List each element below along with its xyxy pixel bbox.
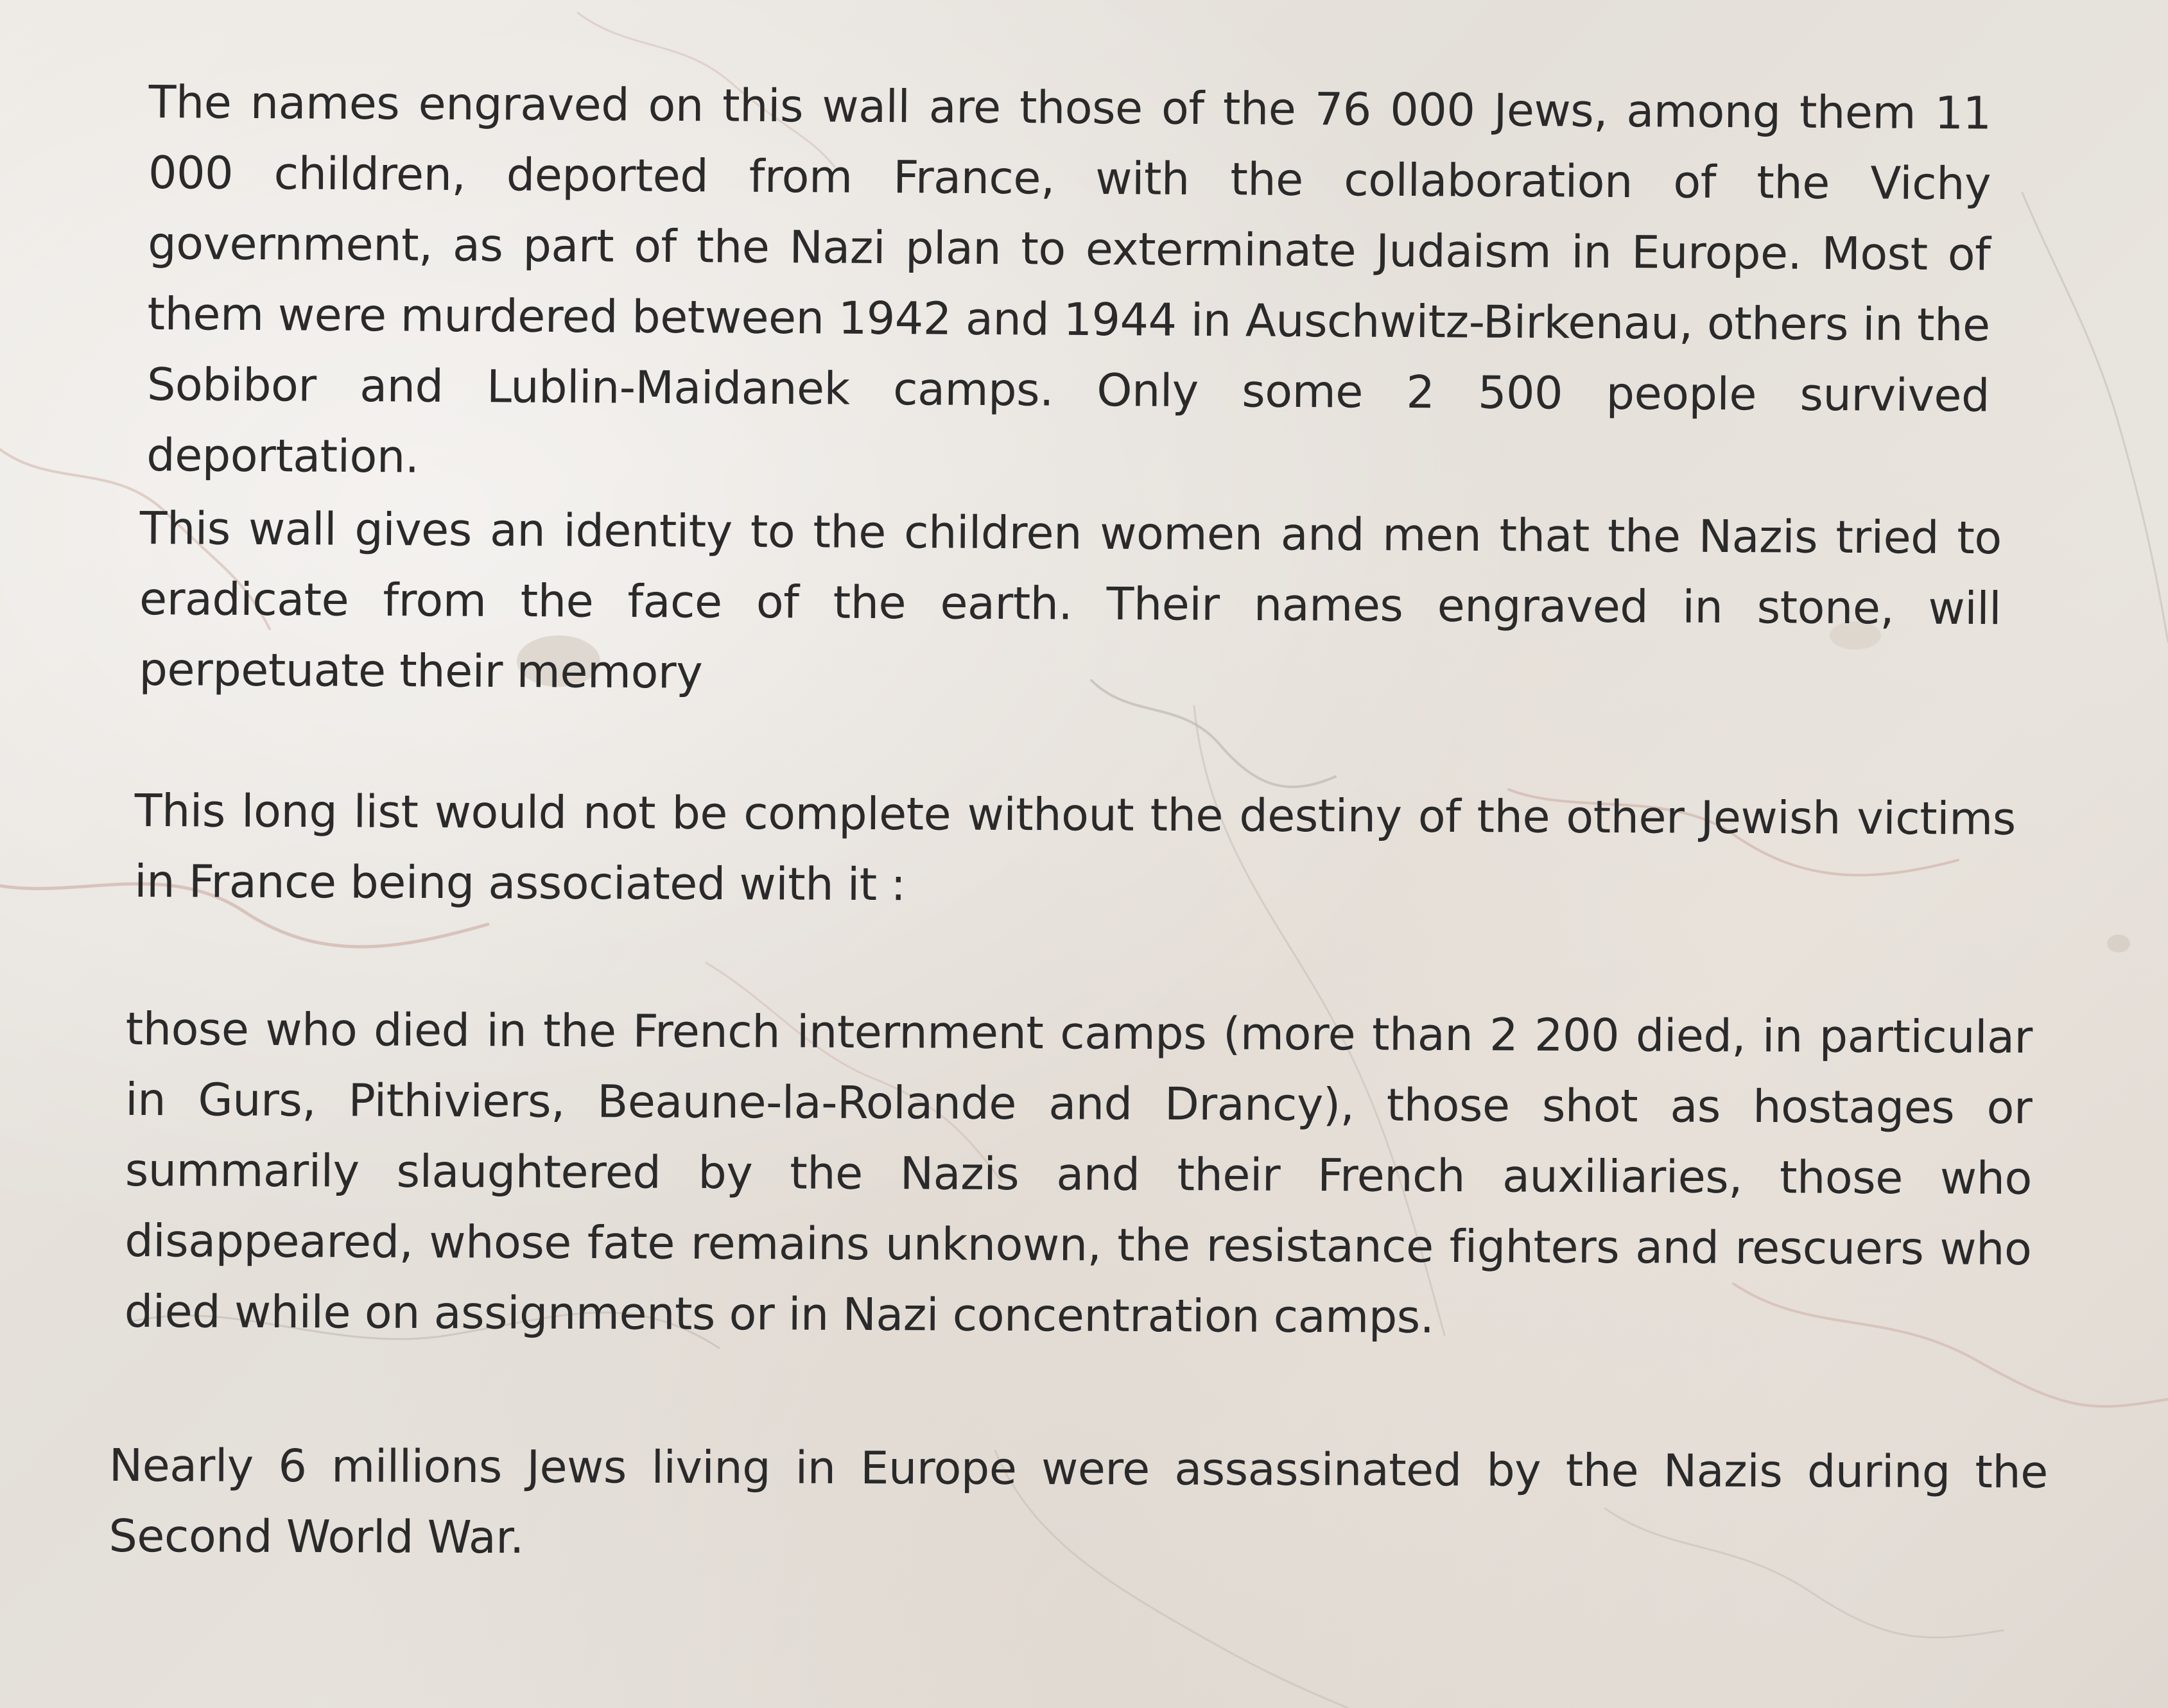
paragraph-identity: This wall gives an identity to the children women and men that the Nazis tried to eradicate from the face of the earth. Their names engraved in stone, will perpetuate their memory [139, 501, 2002, 699]
paragraph-deportation: The names engraved on this wall are those of the 76 000 Jews, among them 11 000 children, deported from France, with the collaboration of the Vichy government, as part of the Nazi plan to exterminate Judaism in Europe. Most of them were murdered between 1942 and 1944 in Auschwitz-Birkenau, others in the Sobibor and Lublin-Maidanek camps. Only some 2 500 people survived deportation. [146, 75, 1991, 483]
paragraph-six-millions: Nearly 6 millions Jews living in Europe were assassinated by the Nazis during the Second World War. [108, 1439, 2048, 1564]
paragraph-long-list: This long list would not be complete without the destiny of the other Jewish victims in France being associated with it : [134, 784, 2016, 911]
paragraph-other-victims: those who died in the French internment camps (more than 2 200 died, in particular in Gurs, Pithiviers, Beaune-la-Rolande and Drancy), those shot as hostages or summarily slaughtered by the Nazis and their French auxiliaries, those who disappeared, whose fate remains unknown, the resistance fighters and rescuers who died while on assignments or in Nazi concentration camps. [124, 1002, 2033, 1343]
